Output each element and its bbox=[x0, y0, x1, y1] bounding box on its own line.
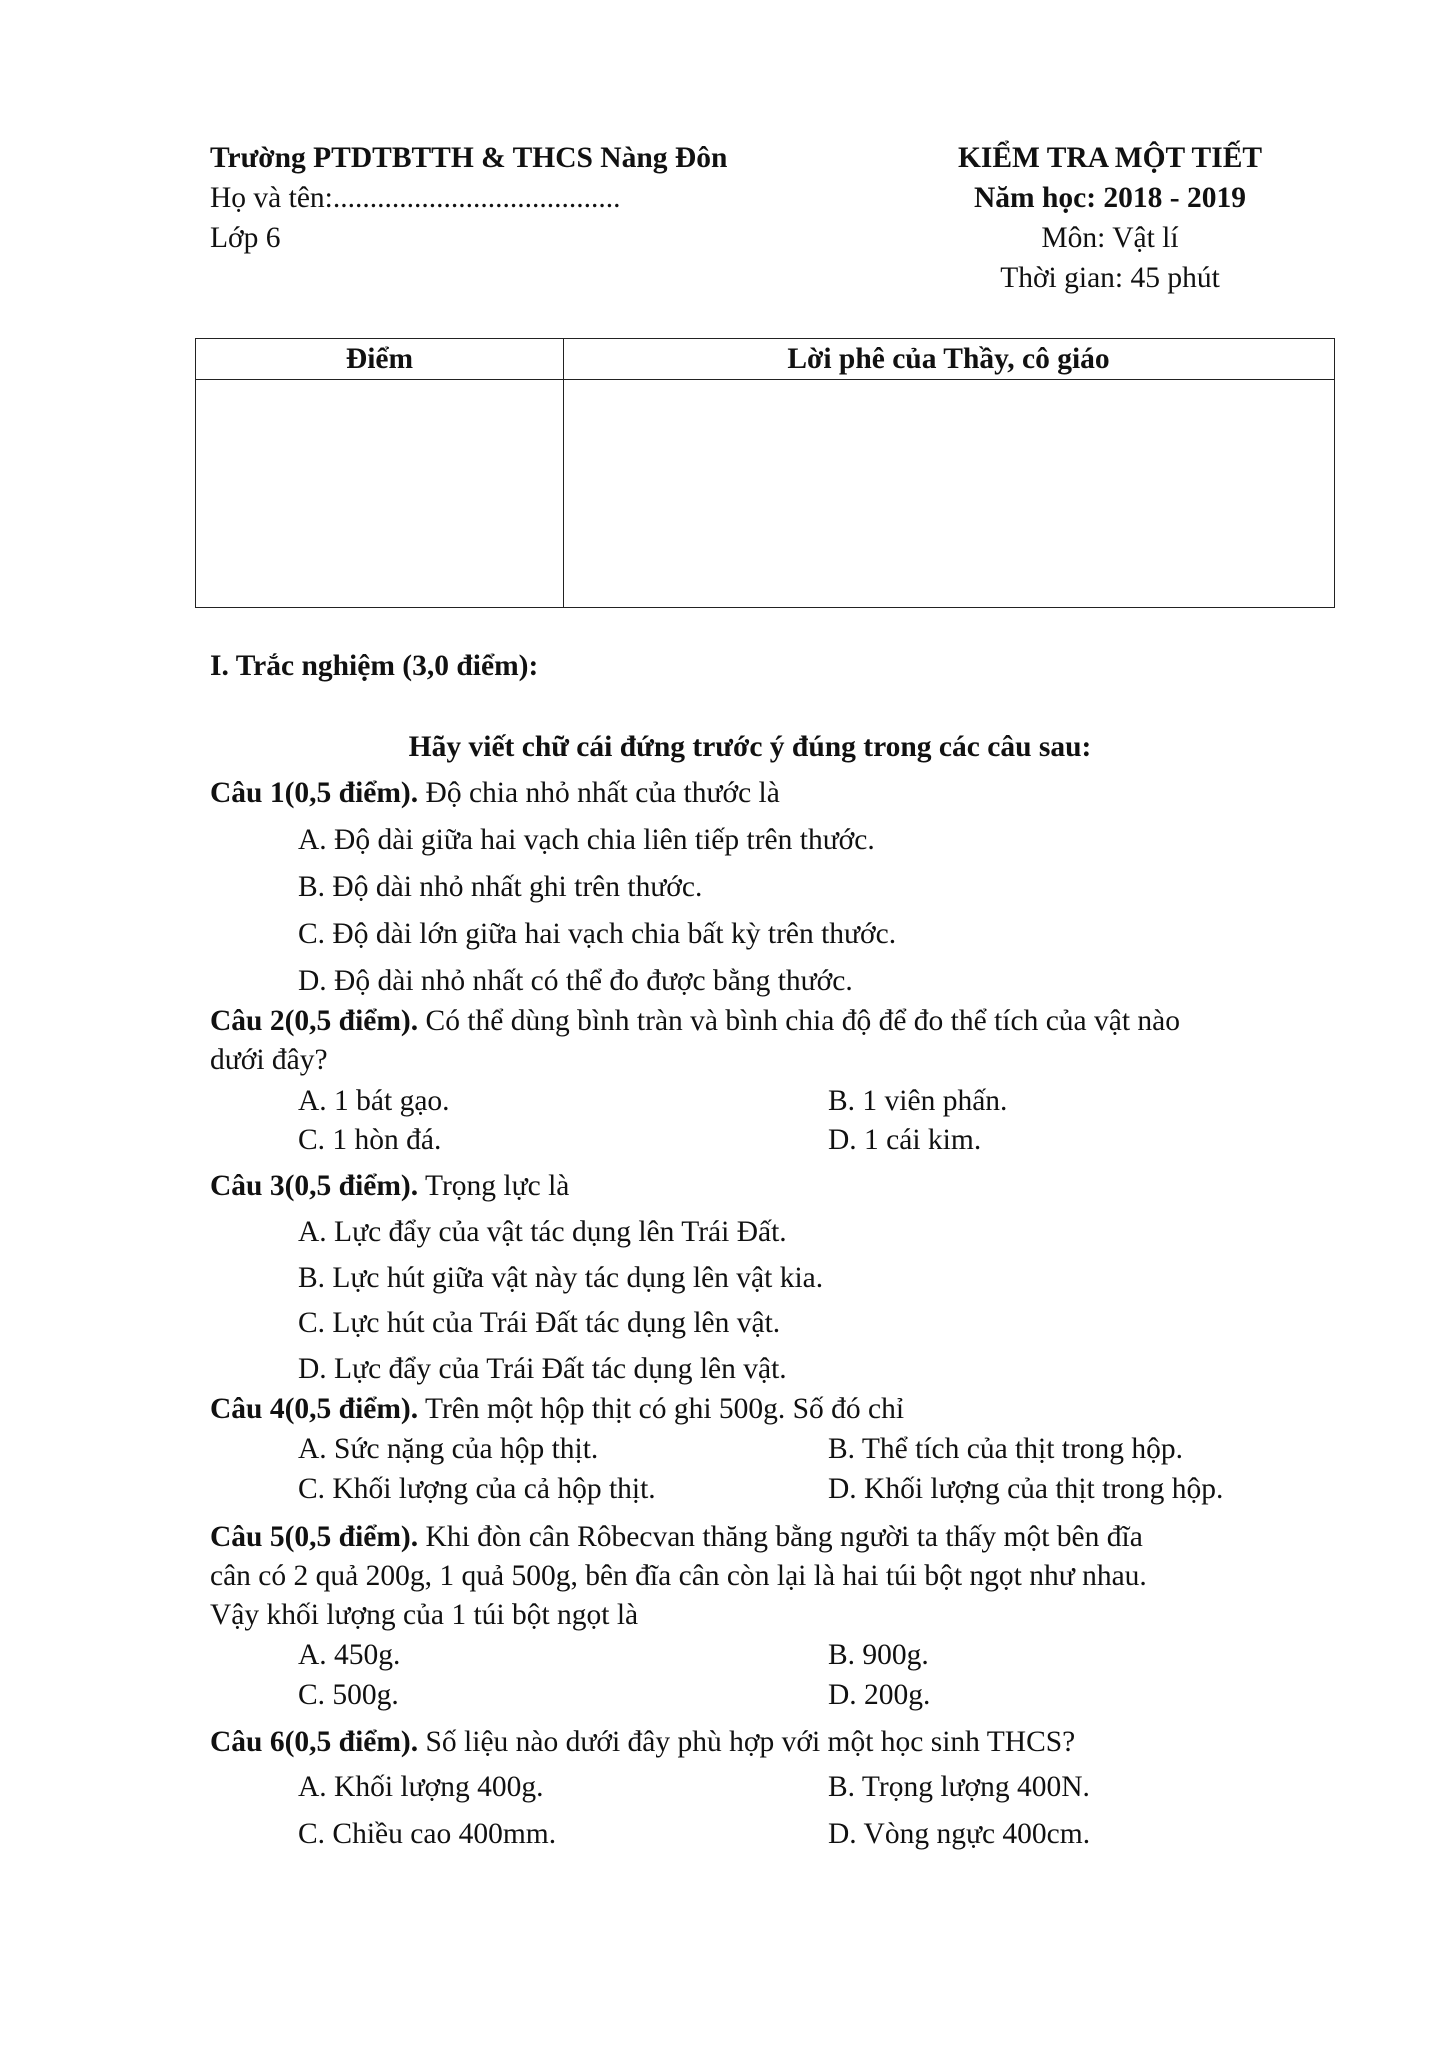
class-label: Lớp 6 bbox=[210, 222, 281, 254]
question-6-option-b[interactable]: B. Trọng lượng 400N. bbox=[828, 1771, 1090, 1803]
question-6-option-c[interactable]: C. Chiều cao 400mm. bbox=[298, 1818, 557, 1850]
question-3 bbox=[210, 1172, 569, 1202]
question-5-option-c[interactable]: C. 500g. bbox=[298, 1679, 399, 1711]
question-5-option-a[interactable]: A. 450g. bbox=[298, 1639, 401, 1671]
question-2-option-d[interactable]: D. 1 cái kim. bbox=[828, 1124, 982, 1156]
question-5-text: Khi đòn cân Rôbecvan thăng bằng người ta thấy một bên đĩa bbox=[418, 1521, 1143, 1553]
question-2-text-cont: dưới đây? bbox=[210, 1044, 328, 1076]
question-4-option-a[interactable]: A. Sức nặng của hộp thịt. bbox=[298, 1433, 599, 1465]
question-4-label: Câu 4(0,5 điểm). bbox=[210, 1393, 419, 1425]
subject-label: Môn: Vật lí bbox=[1041, 222, 1179, 254]
grade-column-header: Điểm bbox=[345, 343, 414, 375]
question-1-option-a[interactable]: A. Độ dài giữa hai vạch chia liên tiếp trên thước. bbox=[298, 824, 875, 856]
question-1 bbox=[210, 779, 780, 809]
section-instruction: Hãy viết chữ cái đứng trước ý đúng trong các câu sau: bbox=[408, 731, 1092, 763]
question-6-label: Câu 6(0,5 điểm). bbox=[210, 1726, 419, 1758]
question-5-option-d[interactable]: D. 200g. bbox=[828, 1679, 931, 1711]
student-name-line: Họ và tên:....................................... bbox=[210, 182, 621, 214]
question-6-text: Số liệu nào dưới đây phù hợp với một học sinh THCS? bbox=[418, 1726, 1076, 1758]
question-1-option-b[interactable]: B. Độ dài nhỏ nhất ghi trên thước. bbox=[298, 871, 703, 903]
question-2-label: Câu 2(0,5 điểm). bbox=[210, 1005, 419, 1037]
question-5-option-b[interactable]: B. 900g. bbox=[828, 1639, 929, 1671]
question-2 bbox=[210, 1007, 1180, 1037]
grade-table-header-rule bbox=[196, 379, 1334, 380]
question-5-text-cont-2: Vậy khối lượng của 1 túi bột ngọt là bbox=[210, 1599, 639, 1631]
question-3-option-c[interactable]: C. Lực hút của Trái Đất tác dụng lên vật. bbox=[298, 1307, 781, 1339]
section-title: I. Trắc nghiệm (3,0 điểm): bbox=[210, 650, 539, 682]
grade-cell[interactable] bbox=[196, 381, 562, 607]
question-2-option-a[interactable]: A. 1 bát gạo. bbox=[298, 1085, 450, 1117]
question-3-label: Câu 3(0,5 điểm). bbox=[210, 1170, 419, 1202]
exam-title: KIỂM TRA MỘT TIẾT bbox=[957, 142, 1263, 174]
question-1-label: Câu 1(0,5 điểm). bbox=[210, 777, 419, 809]
question-1-option-c[interactable]: C. Độ dài lớn giữa hai vạch chia bất kỳ trên thước. bbox=[298, 918, 897, 950]
comment-cell[interactable] bbox=[565, 381, 1334, 607]
question-3-option-a[interactable]: A. Lực đẩy của vật tác dụng lên Trái Đất. bbox=[298, 1216, 787, 1248]
question-3-text: Trọng lực là bbox=[418, 1170, 570, 1202]
question-5-text-cont-1: cân có 2 quả 200g, 1 quả 500g, bên đĩa cân còn lại là hai túi bột ngọt như nhau. bbox=[210, 1560, 1147, 1592]
question-6 bbox=[210, 1728, 1075, 1758]
question-4-option-c[interactable]: C. Khối lượng của cả hộp thịt. bbox=[298, 1473, 656, 1505]
question-5 bbox=[210, 1523, 1143, 1553]
question-6-option-a[interactable]: A. Khối lượng 400g. bbox=[298, 1771, 544, 1803]
question-4-text: Trên một hộp thịt có ghi 500g. Số đó chỉ bbox=[418, 1393, 905, 1425]
comment-column-header: Lời phê của Thầy, cô giáo bbox=[787, 343, 1110, 375]
question-3-option-b[interactable]: B. Lực hút giữa vật này tác dụng lên vật kia. bbox=[298, 1262, 824, 1294]
question-2-option-c[interactable]: C. 1 hòn đá. bbox=[298, 1124, 442, 1156]
question-6-option-d[interactable]: D. Vòng ngực 400cm. bbox=[828, 1818, 1091, 1850]
question-3-option-d[interactable]: D. Lực đẩy của Trái Đất tác dụng lên vật. bbox=[298, 1353, 787, 1385]
question-4-option-d[interactable]: D. Khối lượng của thịt trong hộp. bbox=[828, 1473, 1224, 1505]
question-4 bbox=[210, 1395, 904, 1425]
question-2-text: Có thể dùng bình tràn và bình chia độ để đo thể tích của vật nào bbox=[418, 1005, 1181, 1037]
grade-table bbox=[195, 338, 1335, 608]
question-4-option-b[interactable]: B. Thể tích của thịt trong hộp. bbox=[828, 1433, 1184, 1465]
question-2-option-b[interactable]: B. 1 viên phấn. bbox=[828, 1085, 1008, 1117]
school-year: Năm học: 2018 - 2019 bbox=[973, 182, 1247, 214]
duration-label: Thời gian: 45 phút bbox=[1000, 262, 1220, 294]
question-1-option-d[interactable]: D. Độ dài nhỏ nhất có thể đo được bằng thước. bbox=[298, 965, 853, 997]
question-1-text: Độ chia nhỏ nhất của thước là bbox=[418, 777, 780, 809]
school-name: Trường PTDTBTTH & THCS Nàng Đôn bbox=[210, 142, 728, 174]
question-5-label: Câu 5(0,5 điểm). bbox=[210, 1521, 419, 1553]
